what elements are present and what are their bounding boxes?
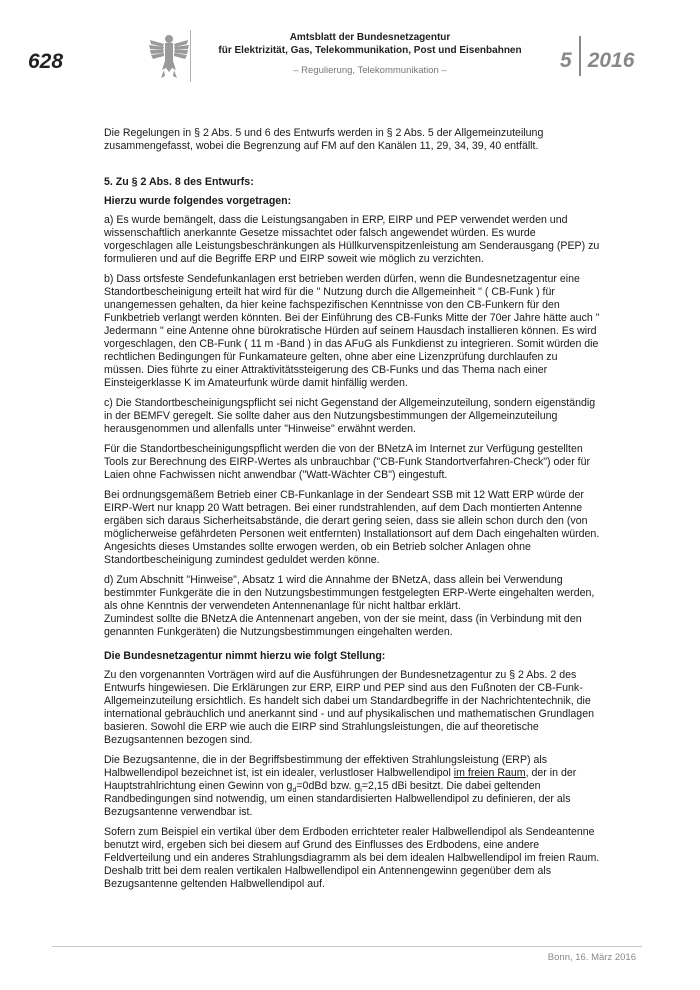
paragraph-response-1: Zu den vorgenannten Vorträgen wird auf die Ausführungen der Bundesnetzagentur zu § 2 Abs. 2 des Entwurfs hingewiesen. Die Erklärungen zur ERP, EIRP und PEP sind aus den Fußnoten der CB-Funk-Allgemeinzuteilung ersichtlich. Es handelt sich dabei um Standardbegriffe in der Nachrichtentechnik, die international gebräuchlich und anerkannt sind - und auf physikalischen und mathematischen Grundlagen basieren. Sowohl die ERP wie auch die EIRP sind Strahlungsleistungen, die auf theoretische Bezugsantennen bezogen sind.	[104, 669, 594, 746]
gazette-title: Amtsblatt der Bundesnetzagentur	[289, 32, 451, 43]
paragraph-b: b) Dass ortsfeste Sendefunkanlagen erst betrieben werden dürfen, wenn die Bundesnetzagentur eine Standortbescheinigung erteilt hat wird für die " Nutzung durch die Allgemeinheit " ( CB-Funk ) für unangemessen gehalten, da hier keine fachspezifischen Kenntnisse von den CB-Funkern für den Funkbetrieb verlangt werden könnten. Bei der Einführung des CB-Funks Mitte der 70er Jahre hätte auch " Jedermann " eine Antenne ohne bürokratische Hürden auf seinem Hausdach installieren können. Es wird vorgeschlagen, den CB-Funk ( 11 m -Band ) in das AFuG als Funkdienst zu integrieren. Somit würden die rechtlichen Bedingungen für Funkamateure gelten, ohne aber eine Lizenzprüfung durchlaufen zu müssen. Dies führte zu einer Attraktivitätssteigerung des CB-Funks und das Thema nach einer Einsteigerklasse K im Amateurfunk würde damit hinfällig werden.	[104, 273, 600, 389]
gazette-subtitle: für Elektrizität, Gas, Telekommunikation, Post und Eisenbahnen	[218, 45, 522, 56]
issue-number: 5	[560, 49, 572, 72]
paragraph-ssb: Bei ordnungsgemäßem Betrieb einer CB-Funkanlage in der Sendeart SSB mit 12 Watt ERP würde der EIRP-Wert nur knapp 20 Watt betragen. Bei einer rundstrahlenden, auf dem Dach montierten Antenne ergäben sich daraus Sicherheitsabstände, die derart gering seien, dass sie allein schon durch den (von möglicherweise gefährdeten Personen weit entfernten) Installationsort auf dem Dach eingehalten würden. Angesichts dieses Umstandes sollte erwogen werden, ob ein Betrieb solcher Anlagen ohne Standortbescheinigung zumindest geduldet werden könne.	[104, 489, 600, 566]
paragraph-d-part1: d) Zum Abschnitt "Hinweise", Absatz 1 wird die Annahme der BNetzA, dass allein bei Verwendung bestimmter Funkgeräte die in den Nutzungsbestimmungen festgelegten ERP-Werte eingehalten werden, als ohne Kenntnis der verwendeten Antennenanlage für nicht haltbar erklärt.	[104, 574, 595, 612]
subheading-stellung: Die Bundesnetzagentur nimmt hierzu wie folgt Stellung:	[104, 650, 386, 662]
paragraph-d-continued: Zumindest sollte die BNetzA die Antennenart angeben, von der sie meint, dass (in Verbindung mit den genannten Funkgeräten) die Nutzungsbestimmungen eingehalten werden.	[104, 613, 582, 638]
document-body	[104, 127, 600, 898]
masthead	[200, 31, 540, 76]
page-number: 628	[28, 50, 64, 73]
issue-label	[560, 46, 634, 76]
paragraph-response-3: Sofern zum Beispiel ein vertikal über dem Erdboden errichteter realer Halbwellendipol als Sendeantenne benutzt wird, ergeben sich bei diesem auf Grund des Einflusses des Erdbodens, eine andere Feldverteilung und ein anderes Strahlungsdiagramm als bei dem idealen Halbwellendipol im freien Raum. Deshalb tritt bei dem realen vertikalen Halbwellendipol ein Antennengewinn gegenüber dem als Bezugsantenne geltenden Halbwellendipol auf.	[104, 826, 600, 890]
issue-divider	[579, 36, 581, 76]
paragraph-intro: Die Regelungen in § 2 Abs. 5 und 6 des Entwurfs werden in § 2 Abs. 5 der Allgemeinzuteilung zusammengefasst, wobei die Begrenzung auf FM auf den Kanälen 11, 29, 34, 39, 40 entfällt.	[104, 127, 544, 152]
paragraph-reference-antenna: Die Bezugsantenne, die in der Begriffsbestimmung der effektiven Strahlungsleistung (ERP) als Halbwellendipol bezeichnet ist, ist ein idealer, verlustloser Halbwellendipol im freien Raum, der in der Hauptstrahlrichtung einen Gewinn von $g_d=0dBd$ bzw. $g_i=2,15$ dBi besitzt. Die dabei geltenden Randbedingungen sind notwendig, um einen standardisierten Halbwellendipol zu definieren, der als Bezugsantenne verwendbar ist.	[104, 754, 577, 818]
issue-year: 2016	[587, 49, 635, 72]
footer-date: Bonn, 16. März 2016	[547, 952, 636, 963]
section-label: – Regulierung, Telekommunikation –	[293, 65, 447, 76]
underlined-phrase: im freien Raum	[453, 767, 526, 779]
header-divider	[190, 30, 191, 82]
federal-eagle-icon	[148, 32, 190, 80]
paragraph-a: a) Es wurde bemängelt, dass die Leistungsangaben in ERP, EIRP und PEP verwendet werden und wissenschaftlich anerkannte Gesetze missachtet oder falsch angewendet würden. Es wurde vorgeschlagen alle Leistungsbeschränkungen als Hüllkurvenspitzenleistung am Senderausgang (PEP) zu formulieren und auf die Begriffe ERP und EIRP soweit wie möglich zu verzichten.	[104, 214, 600, 265]
subheading-vorgetragen: Hierzu wurde folgendes vorgetragen:	[104, 195, 292, 207]
paragraph-c: c) Die Standortbescheinigungspflicht sei nicht Gegenstand der Allgemeinzuteilung, sondern eigenständig in der BEMFV geregelt. Sie sollte daher aus den Nutzungsbestimmungen der Allgemeinzuteilung herausgenommen und allenfalls unter "Hinweise" erwähnt werden.	[104, 397, 596, 435]
paragraph-tools: Für die Standortbescheinigungspflicht werden die von der BNetzA im Internet zur Verfügung gestellten Tools zur Berechnung des EIRP-Wertes als unbrauchbar ("CB-Funk Standortverfahren-Check") oder für Laien ohne Fachwissen nicht anwendbar ("Watt-Wächter CB") eingestuft.	[104, 443, 591, 481]
section-heading-5: 5. Zu § 2 Abs. 8 des Entwurfs:	[104, 176, 254, 188]
paragraph-d	[104, 574, 600, 613]
footer-divider	[52, 946, 642, 947]
